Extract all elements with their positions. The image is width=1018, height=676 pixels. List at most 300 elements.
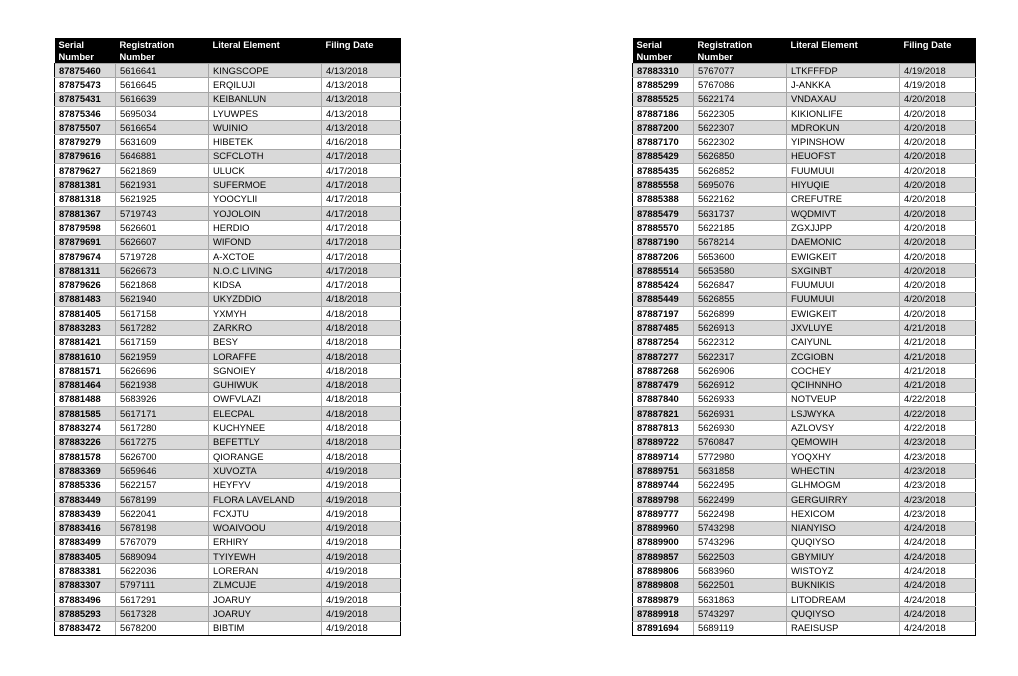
filing-date-cell: 4/13/2018 <box>322 92 401 106</box>
table-row <box>633 64 976 78</box>
table-row <box>55 292 401 306</box>
filing-date-cell: 4/19/2018 <box>322 607 401 621</box>
filing-date-cell: 4/20/2018 <box>900 178 976 192</box>
registration-number-cell: 5678199 <box>116 492 209 506</box>
literal-element-cell: KINGSCOPE <box>209 64 322 78</box>
trademark-table-right <box>632 38 976 636</box>
literal-element-cell: FUUMUUI <box>787 164 900 178</box>
serial-number-cell: 87885293 <box>55 607 116 621</box>
filing-date-cell: 4/17/2018 <box>322 249 401 263</box>
literal-element-cell: WHECTIN <box>787 464 900 478</box>
serial-number-cell: 87875460 <box>55 64 116 78</box>
registration-number-cell: 5631858 <box>694 464 787 478</box>
literal-element-cell: HIYUQIE <box>787 178 900 192</box>
registration-number-cell: 5617291 <box>116 592 209 606</box>
serial-number-cell: 87879598 <box>55 221 116 235</box>
literal-element-cell: ERQILUJI <box>209 78 322 92</box>
literal-element-cell: ERHIRY <box>209 535 322 549</box>
table-row <box>55 521 401 535</box>
serial-number-cell: 87889879 <box>633 592 694 606</box>
table-row <box>633 235 976 249</box>
filing-date-cell: 4/24/2018 <box>900 607 976 621</box>
serial-number-cell: 87883416 <box>55 521 116 535</box>
table-row <box>55 550 401 564</box>
literal-element-cell: FLORA LAVELAND <box>209 492 322 506</box>
table-row <box>55 335 401 349</box>
filing-date-cell: 4/13/2018 <box>322 121 401 135</box>
literal-element-cell: KEIBANLUN <box>209 92 322 106</box>
table-row <box>633 578 976 592</box>
filing-date-cell: 4/20/2018 <box>900 307 976 321</box>
literal-element-cell: LITODREAM <box>787 592 900 606</box>
serial-number-cell: 87879626 <box>55 278 116 292</box>
filing-date-cell: 4/19/2018 <box>322 578 401 592</box>
serial-number-cell: 87887277 <box>633 349 694 363</box>
literal-element-cell: RAEISUSP <box>787 621 900 635</box>
literal-element-cell: HEYFYV <box>209 478 322 492</box>
filing-date-cell: 4/13/2018 <box>322 106 401 120</box>
registration-number-cell: 5617159 <box>116 335 209 349</box>
table-row <box>55 321 401 335</box>
serial-number-cell: 87887206 <box>633 249 694 263</box>
table-row <box>633 121 976 135</box>
filing-date-cell: 4/18/2018 <box>322 349 401 363</box>
serial-number-cell: 87879279 <box>55 135 116 149</box>
filing-date-cell: 4/18/2018 <box>322 335 401 349</box>
serial-number-cell: 87881311 <box>55 264 116 278</box>
table-row <box>633 521 976 535</box>
registration-number-cell: 5767077 <box>694 64 787 78</box>
filing-date-cell: 4/23/2018 <box>900 435 976 449</box>
literal-element-cell: WIFOND <box>209 235 322 249</box>
literal-element-cell: QUQIYSO <box>787 607 900 621</box>
serial-number-cell: 87883369 <box>55 464 116 478</box>
filing-date-cell: 4/22/2018 <box>900 407 976 421</box>
table-row <box>55 164 401 178</box>
table-row <box>55 592 401 606</box>
filing-date-cell: 4/18/2018 <box>322 407 401 421</box>
filing-date-cell: 4/23/2018 <box>900 492 976 506</box>
serial-number-cell: 87881421 <box>55 335 116 349</box>
registration-number-cell: 5767079 <box>116 535 209 549</box>
filing-date-cell: 4/17/2018 <box>322 149 401 163</box>
table-row <box>633 106 976 120</box>
serial-number-cell: 87883449 <box>55 492 116 506</box>
table-row <box>633 464 976 478</box>
literal-element-cell: JOARUY <box>209 607 322 621</box>
registration-number-cell: 5626855 <box>694 292 787 306</box>
registration-number-cell: 5683960 <box>694 564 787 578</box>
serial-number-cell: 87887821 <box>633 407 694 421</box>
table-row <box>55 564 401 578</box>
filing-date-cell: 4/19/2018 <box>322 535 401 549</box>
table-row <box>633 192 976 206</box>
registration-number-cell: 5626847 <box>694 278 787 292</box>
registration-number-cell: 5626852 <box>694 164 787 178</box>
literal-element-cell: HEXICOM <box>787 507 900 521</box>
registration-number-cell: 5622041 <box>116 507 209 521</box>
filing-date-cell: 4/21/2018 <box>900 378 976 392</box>
registration-number-cell: 5653580 <box>694 264 787 278</box>
literal-element-cell: NOTVEUP <box>787 392 900 406</box>
literal-element-cell: ZLMCUJE <box>209 578 322 592</box>
table-row <box>633 564 976 578</box>
literal-element-cell: FUUMUUI <box>787 278 900 292</box>
filing-date-cell: 4/13/2018 <box>322 64 401 78</box>
serial-number-cell: 87883310 <box>633 64 694 78</box>
table-row <box>633 435 976 449</box>
trademark-table-left <box>54 38 401 636</box>
filing-date-cell: 4/19/2018 <box>322 621 401 635</box>
literal-element-cell: COCHEY <box>787 364 900 378</box>
literal-element-cell: QIORANGE <box>209 450 322 464</box>
filing-date-cell: 4/19/2018 <box>322 492 401 506</box>
filing-date-cell: 4/20/2018 <box>900 106 976 120</box>
registration-number-cell: 5616639 <box>116 92 209 106</box>
filing-date-cell: 4/21/2018 <box>900 349 976 363</box>
filing-date-cell: 4/23/2018 <box>900 478 976 492</box>
header-row <box>55 38 401 64</box>
filing-date-cell: 4/20/2018 <box>900 135 976 149</box>
registration-number-cell: 5622498 <box>694 507 787 521</box>
literal-element-cell: FUUMUUI <box>787 292 900 306</box>
table-row <box>55 578 401 592</box>
header-filing-date: Filing Date <box>900 38 976 64</box>
literal-element-cell: XUVOZTA <box>209 464 322 478</box>
table-row <box>633 492 976 506</box>
table-row <box>55 407 401 421</box>
table-row <box>633 249 976 263</box>
filing-date-cell: 4/19/2018 <box>900 64 976 78</box>
registration-number-cell: 5622501 <box>694 578 787 592</box>
serial-number-cell: 87883307 <box>55 578 116 592</box>
serial-number-cell: 87885525 <box>633 92 694 106</box>
literal-element-cell: CREFUTRE <box>787 192 900 206</box>
table-row <box>633 607 976 621</box>
registration-number-cell: 5626601 <box>116 221 209 235</box>
registration-number-cell: 5626906 <box>694 364 787 378</box>
table-row <box>55 307 401 321</box>
literal-element-cell: GUHIWUK <box>209 378 322 392</box>
serial-number-cell: 87889808 <box>633 578 694 592</box>
serial-number-cell: 87885435 <box>633 164 694 178</box>
table-row <box>633 335 976 349</box>
registration-number-cell: 5719743 <box>116 206 209 220</box>
literal-element-cell: UKYZDDIO <box>209 292 322 306</box>
registration-number-cell: 5622036 <box>116 564 209 578</box>
registration-number-cell: 5622162 <box>694 192 787 206</box>
literal-element-cell: OWFVLAZI <box>209 392 322 406</box>
registration-number-cell: 5743297 <box>694 607 787 621</box>
literal-element-cell: LSJWYKA <box>787 407 900 421</box>
table-row <box>55 178 401 192</box>
filing-date-cell: 4/17/2018 <box>322 192 401 206</box>
serial-number-cell: 87887479 <box>633 378 694 392</box>
table-row <box>633 592 976 606</box>
serial-number-cell: 87883274 <box>55 421 116 435</box>
registration-number-cell: 5622157 <box>116 478 209 492</box>
table-row <box>633 378 976 392</box>
registration-number-cell: 5719728 <box>116 249 209 263</box>
serial-number-cell: 87881585 <box>55 407 116 421</box>
table-row <box>633 407 976 421</box>
header-serial-number: Serial Number <box>55 38 116 64</box>
literal-element-cell: FCXJTU <box>209 507 322 521</box>
header-filing-date: Filing Date <box>322 38 401 64</box>
filing-date-cell: 4/24/2018 <box>900 521 976 535</box>
filing-date-cell: 4/17/2018 <box>322 235 401 249</box>
literal-element-cell: BEFETTLY <box>209 435 322 449</box>
literal-element-cell: LTKFFFDP <box>787 64 900 78</box>
registration-number-cell: 5621925 <box>116 192 209 206</box>
serial-number-cell: 87881571 <box>55 364 116 378</box>
table-row <box>633 135 976 149</box>
serial-number-cell: 87879616 <box>55 149 116 163</box>
header-serial-number: Serial Number <box>633 38 694 64</box>
literal-element-cell: SGNOIEY <box>209 364 322 378</box>
literal-element-cell: LORAFFE <box>209 349 322 363</box>
table-row <box>633 321 976 335</box>
registration-number-cell: 5622503 <box>694 550 787 564</box>
registration-number-cell: 5631863 <box>694 592 787 606</box>
table-row <box>55 349 401 363</box>
literal-element-cell: KIKIONLIFE <box>787 106 900 120</box>
registration-number-cell: 5626930 <box>694 421 787 435</box>
serial-number-cell: 87887268 <box>633 364 694 378</box>
header-registration-number: Registration Number <box>694 38 787 64</box>
serial-number-cell: 87889918 <box>633 607 694 621</box>
serial-number-cell: 87889714 <box>633 450 694 464</box>
registration-number-cell: 5743298 <box>694 521 787 535</box>
registration-number-cell: 5678198 <box>116 521 209 535</box>
filing-date-cell: 4/16/2018 <box>322 135 401 149</box>
registration-number-cell: 5617158 <box>116 307 209 321</box>
table-row <box>633 92 976 106</box>
registration-number-cell: 5626912 <box>694 378 787 392</box>
filing-date-cell: 4/19/2018 <box>322 592 401 606</box>
serial-number-cell: 87875473 <box>55 78 116 92</box>
serial-number-cell: 87889900 <box>633 535 694 549</box>
table-row <box>55 264 401 278</box>
serial-number-cell: 87883439 <box>55 507 116 521</box>
registration-number-cell: 5622317 <box>694 349 787 363</box>
filing-date-cell: 4/20/2018 <box>900 92 976 106</box>
literal-element-cell: BUKNIKIS <box>787 578 900 592</box>
literal-element-cell: ULUCK <box>209 164 322 178</box>
registration-number-cell: 5689119 <box>694 621 787 635</box>
literal-element-cell: JOARUY <box>209 592 322 606</box>
table-row <box>55 607 401 621</box>
literal-element-cell: YOOCYLII <box>209 192 322 206</box>
serial-number-cell: 87883226 <box>55 435 116 449</box>
registration-number-cell: 5689094 <box>116 550 209 564</box>
table-row <box>55 364 401 378</box>
filing-date-cell: 4/24/2018 <box>900 592 976 606</box>
serial-number-cell: 87881318 <box>55 192 116 206</box>
literal-element-cell: NIANYISO <box>787 521 900 535</box>
serial-number-cell: 87887813 <box>633 421 694 435</box>
registration-number-cell: 5622174 <box>694 92 787 106</box>
registration-number-cell: 5621931 <box>116 178 209 192</box>
table-row <box>55 221 401 235</box>
registration-number-cell: 5621869 <box>116 164 209 178</box>
filing-date-cell: 4/18/2018 <box>322 364 401 378</box>
serial-number-cell: 87881367 <box>55 206 116 220</box>
literal-element-cell: GERGUIRRY <box>787 492 900 506</box>
serial-number-cell: 87879691 <box>55 235 116 249</box>
filing-date-cell: 4/21/2018 <box>900 335 976 349</box>
filing-date-cell: 4/24/2018 <box>900 621 976 635</box>
table-row <box>55 507 401 521</box>
registration-number-cell: 5617275 <box>116 435 209 449</box>
serial-number-cell: 87885424 <box>633 278 694 292</box>
serial-number-cell: 87889722 <box>633 435 694 449</box>
serial-number-cell: 87889751 <box>633 464 694 478</box>
literal-element-cell: ELECPAL <box>209 407 322 421</box>
table-row <box>55 206 401 220</box>
table-row <box>633 535 976 549</box>
serial-number-cell: 87881488 <box>55 392 116 406</box>
serial-number-cell: 87889798 <box>633 492 694 506</box>
literal-element-cell: YOQXHY <box>787 450 900 464</box>
serial-number-cell: 87887190 <box>633 235 694 249</box>
table-row <box>633 392 976 406</box>
filing-date-cell: 4/21/2018 <box>900 321 976 335</box>
literal-element-cell: WOAIVOOU <box>209 521 322 535</box>
filing-date-cell: 4/24/2018 <box>900 535 976 549</box>
literal-element-cell: EWIGKEIT <box>787 249 900 263</box>
table-row <box>633 149 976 163</box>
literal-element-cell: KUCHYNEE <box>209 421 322 435</box>
registration-number-cell: 5621868 <box>116 278 209 292</box>
filing-date-cell: 4/18/2018 <box>322 307 401 321</box>
serial-number-cell: 87875431 <box>55 92 116 106</box>
table-row <box>633 178 976 192</box>
table-row <box>55 135 401 149</box>
table-row <box>55 464 401 478</box>
serial-number-cell: 87885558 <box>633 178 694 192</box>
table-row <box>633 621 976 635</box>
registration-number-cell: 5743296 <box>694 535 787 549</box>
serial-number-cell: 87887186 <box>633 106 694 120</box>
literal-element-cell: QEMOWIH <box>787 435 900 449</box>
registration-number-cell: 5683926 <box>116 392 209 406</box>
literal-element-cell: QCIHNNHO <box>787 378 900 392</box>
registration-number-cell: 5622499 <box>694 492 787 506</box>
serial-number-cell: 87885336 <box>55 478 116 492</box>
filing-date-cell: 4/18/2018 <box>322 378 401 392</box>
registration-number-cell: 5626933 <box>694 392 787 406</box>
literal-element-cell: YIPINSHOW <box>787 135 900 149</box>
serial-number-cell: 87889777 <box>633 507 694 521</box>
filing-date-cell: 4/20/2018 <box>900 121 976 135</box>
serial-number-cell: 87887170 <box>633 135 694 149</box>
literal-element-cell: AZLOVSY <box>787 421 900 435</box>
serial-number-cell: 87887200 <box>633 121 694 135</box>
registration-number-cell: 5653600 <box>694 249 787 263</box>
serial-number-cell: 87889857 <box>633 550 694 564</box>
serial-number-cell: 87883381 <box>55 564 116 578</box>
filing-date-cell: 4/20/2018 <box>900 292 976 306</box>
literal-element-cell: YXMYH <box>209 307 322 321</box>
table-row <box>55 478 401 492</box>
filing-date-cell: 4/17/2018 <box>322 278 401 292</box>
registration-number-cell: 5622307 <box>694 121 787 135</box>
filing-date-cell: 4/18/2018 <box>322 421 401 435</box>
filing-date-cell: 4/19/2018 <box>322 507 401 521</box>
serial-number-cell: 87879674 <box>55 249 116 263</box>
literal-element-cell: LYUWPES <box>209 106 322 120</box>
table-row <box>55 421 401 435</box>
literal-element-cell: BESY <box>209 335 322 349</box>
table-row <box>633 507 976 521</box>
serial-number-cell: 87883496 <box>55 592 116 606</box>
literal-element-cell: HIBETEK <box>209 135 322 149</box>
filing-date-cell: 4/20/2018 <box>900 164 976 178</box>
filing-date-cell: 4/22/2018 <box>900 392 976 406</box>
registration-number-cell: 5797111 <box>116 578 209 592</box>
literal-element-cell: JXVLUYE <box>787 321 900 335</box>
table-row <box>55 435 401 449</box>
serial-number-cell: 87887197 <box>633 307 694 321</box>
table-row <box>633 550 976 564</box>
serial-number-cell: 87875346 <box>55 106 116 120</box>
filing-date-cell: 4/17/2018 <box>322 206 401 220</box>
filing-date-cell: 4/17/2018 <box>322 164 401 178</box>
registration-number-cell: 5646881 <box>116 149 209 163</box>
filing-date-cell: 4/20/2018 <box>900 149 976 163</box>
serial-number-cell: 87887485 <box>633 321 694 335</box>
table-row <box>55 121 401 135</box>
table-row <box>55 249 401 263</box>
registration-number-cell: 5631737 <box>694 206 787 220</box>
serial-number-cell: 87889744 <box>633 478 694 492</box>
registration-number-cell: 5617282 <box>116 321 209 335</box>
serial-number-cell: 87885570 <box>633 221 694 235</box>
registration-number-cell: 5626931 <box>694 407 787 421</box>
literal-element-cell: CAIYUNL <box>787 335 900 349</box>
registration-number-cell: 5631609 <box>116 135 209 149</box>
registration-number-cell: 5626700 <box>116 450 209 464</box>
filing-date-cell: 4/20/2018 <box>900 249 976 263</box>
registration-number-cell: 5695034 <box>116 106 209 120</box>
serial-number-cell: 87891694 <box>633 621 694 635</box>
filing-date-cell: 4/22/2018 <box>900 421 976 435</box>
table-row <box>55 535 401 549</box>
filing-date-cell: 4/20/2018 <box>900 264 976 278</box>
filing-date-cell: 4/23/2018 <box>900 450 976 464</box>
serial-number-cell: 87885388 <box>633 192 694 206</box>
registration-number-cell: 5626913 <box>694 321 787 335</box>
filing-date-cell: 4/20/2018 <box>900 206 976 220</box>
serial-number-cell: 87881610 <box>55 349 116 363</box>
filing-date-cell: 4/23/2018 <box>900 507 976 521</box>
literal-element-cell: HERDIO <box>209 221 322 235</box>
serial-number-cell: 87881381 <box>55 178 116 192</box>
serial-number-cell: 87881578 <box>55 450 116 464</box>
serial-number-cell: 87883405 <box>55 550 116 564</box>
serial-number-cell: 87879627 <box>55 164 116 178</box>
literal-element-cell: KIDSA <box>209 278 322 292</box>
table-row <box>55 64 401 78</box>
literal-element-cell: ZARKRO <box>209 321 322 335</box>
registration-number-cell: 5621938 <box>116 378 209 392</box>
filing-date-cell: 4/19/2018 <box>322 550 401 564</box>
table-row <box>55 149 401 163</box>
filing-date-cell: 4/18/2018 <box>322 392 401 406</box>
filing-date-cell: 4/18/2018 <box>322 435 401 449</box>
table-row <box>55 450 401 464</box>
